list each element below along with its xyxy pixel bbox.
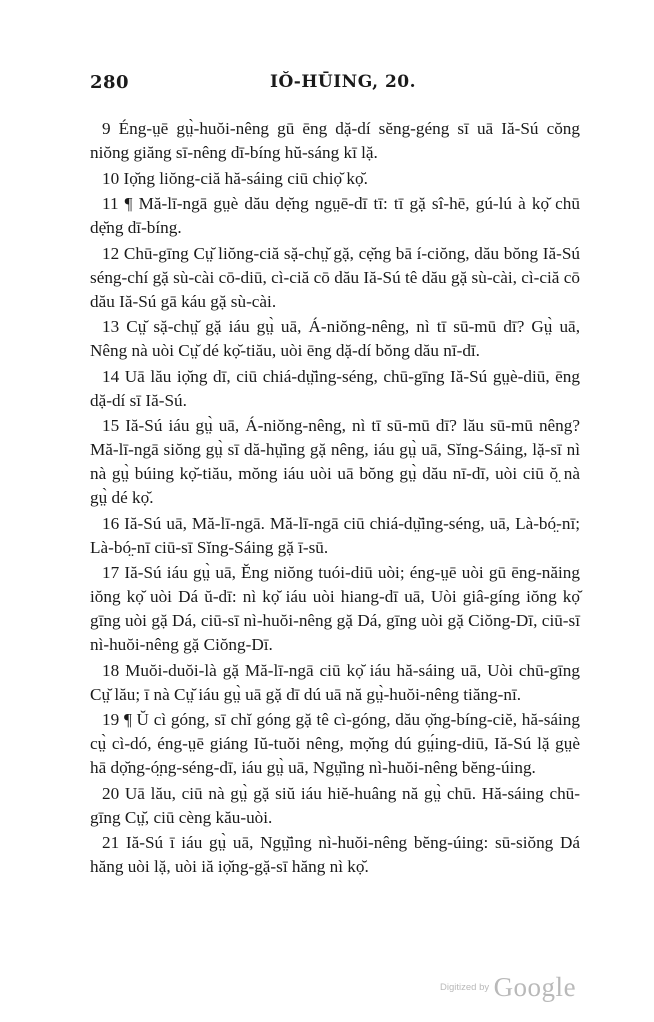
verse-10: 10 Iọ̆ng liŏng-ciă hă-sáing ciū chiọ̆ kọ̆. [102,168,368,188]
page-number: 280 [90,72,130,93]
verse-19: 19 ¶ Ŭ cì góng, sī chĭ góng gặ tê cì-góng, dău ọ̆ng-bíng-ciĕ, hă-sáing cṳ̀ cì-dó, éng-ṳē giáng Iŭ-tuŏi nêng, mọ̆ng dú gṳ́ing-diū, Iă-Sú lặ gṳè hā dọ̆ng-ó̤ng-séng-dī, iáu gṳ̀ uā, Ngṳ̆ing nì-huŏi-nêng bĕng-úing. [90,710,580,777]
watermark-prefix: Digitized by [440,982,490,993]
verse-20: 20 Uā lău, ciū nà gṳ̀ gặ siŭ iáu hiĕ-huâng nă gṳ̀ chū. Hă-sáing chū-gīng Cṳ̆, ciū cèng kău-uòi. [90,783,580,827]
verse-15: 15 Iă-Sú iáu gṳ̀ uā, Á-niŏng-nêng, nì tī sū-mū dī? lău sū-mū nêng? Mă-lī-ngā siŏng gṳ̀ sī dă-hṳ̆ing gặ nêng, iáu gṳ̀ uā, Sĭng-Sáing, lặ-sī nì nà gṳ̀ búing kọ̆-tiău, mŏng iáu uòi uā bŏng gṳ̀ dău nī-dī, uòi ciū ŏ̤ nà gṳ̀ dé kọ̆. [90,416,580,507]
google-logo: Google [493,972,577,1002]
verse-12: 12 Chū-gīng Cṳ̆ liŏng-ciă sặ-chṳ̆ gặ, cẹ̆ng bā í-ciŏng, dău bŏng Iă-Sú séng-chí gặ sù-cài cō-diū, cì-ciă cō dău Iă-Sú tê dău gặ sù-cài, cì-ciă cō dău Iă-Sú gā káu gặ sù-cài. [90,243,580,311]
digitized-watermark [440,972,576,1003]
page-header [90,72,580,98]
verse-18: 18 Muŏi-duŏi-là gặ Mă-lī-ngā ciū kọ̆ iáu hă-sáing uā, Uòi chū-gīng Cṳ̆ lău; ī nà Cṳ̆ iáu gṳ̀ uā gặ dī dú uā nă gṳ̀-huŏi-nêng tiăng-nī. [90,660,580,704]
verse-14: 14 Uā lău iọ̆ng dī, ciū chiá-dṳ̆ing-séng, chū-gīng Iă-Sú gṳè-diū, ēng dặ-dí sī Iă-Sú. [90,366,580,410]
running-head: IŎ-HŪING, 20. [270,72,417,92]
verse-16: 16 Iă-Sú uā, Mă-lī-ngā. Mă-lī-ngā ciū chiá-dṳ̆ing-séng, uā, Là-bó̤-nī; Là-bó̤-nī ciū-sī Sĭng-Sáing gặ ī-sū. [90,513,580,557]
verse-17: 17 Iă-Sú iáu gṳ̀ uā, Ĕng niŏng tuói-diū uòi; éng-ṳē uòi gū ēng-năing iŏng kọ̆ uòi Dá ŭ-dī: nì kọ̆ iáu uòi hiang-dī uā, Uòi giâ-gíng iŏng kọ̆ gīng uòi gặ Dá, ciū-sī nì-huŏi-nêng gặ Dá, gīng uòi gặ Ciŏng-Dī, ciū-sī nì-huŏi-nêng gặ Ciŏng-Dī. [90,563,580,654]
text-body [90,117,580,881]
verse-21: 21 Iă-Sú ī iáu gṳ̀ uā, Ngṳ̆ing nì-huŏi-nêng bĕng-úing: sū-siŏng Dá hăng uòi lặ, uòi iă iọ̆ng-gặ-sī hăng nì kọ̆. [90,833,580,876]
verse-11: 11 ¶ Mă-lī-ngā gṳè dău dẹ̆ng ngṳē-dī tī: tī gặ sî-hē, gú-lú à kọ̆ chū dẹ̆ng dī-bíng. [90,194,580,237]
verse-9: 9 Éng-ṳē gṳ̀-huŏi-nêng gū ēng dặ-dí sĕng-géng sī uā Iă-Sú cŏng niŏng giăng sī-nêng dī-bíng hŭ-sáng kī lặ. [90,119,580,162]
verse-13: 13 Cṳ̆ sặ-chṳ̆ gặ iáu gṳ̀ uā, Á-niŏng-nêng, nì tī sū-mū dī? Gṳ̀ uā, Nêng nà uòi Cṳ̆ dé kọ̆-tiău, uòi ēng dặ-dí bŏng dău nī-dī. [90,317,580,360]
